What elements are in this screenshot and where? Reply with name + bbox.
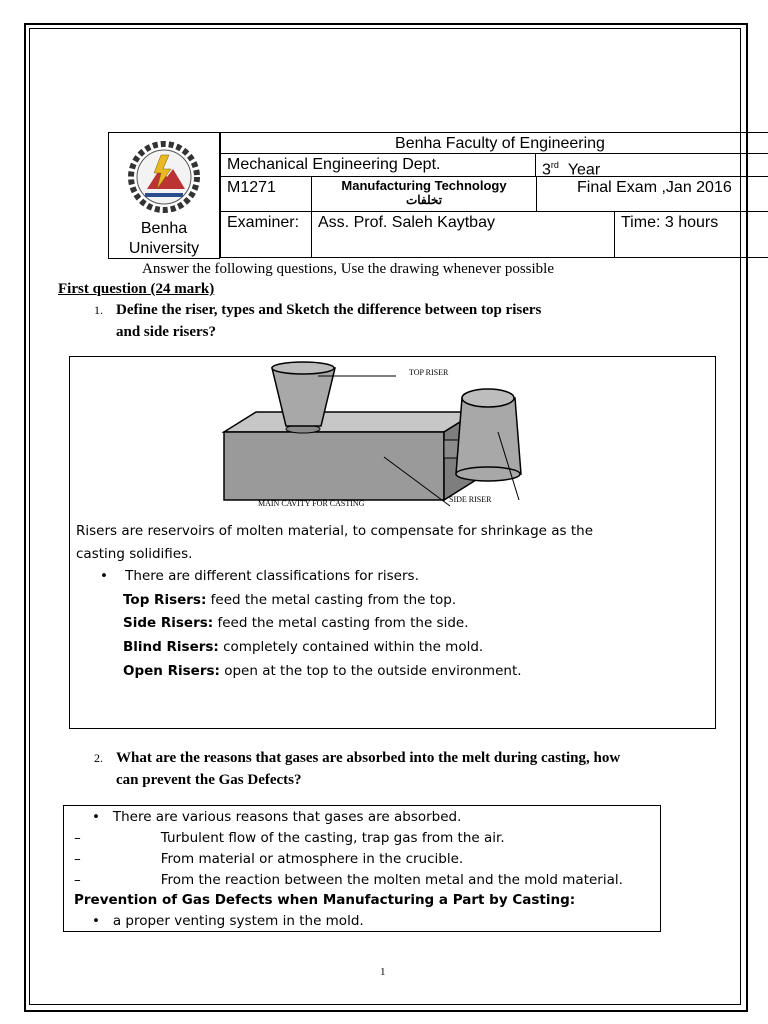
- answer-box-1: [69, 356, 716, 729]
- gas-reasons-bullet: • There are various reasons that gases are absorbed.: [92, 809, 462, 825]
- gas-reason-text: From material or atmosphere in the crucible.: [160, 851, 464, 867]
- answer-1-line2: casting solidifies.: [76, 546, 193, 562]
- exam-title: Final Exam ,Jan 2016: [577, 179, 732, 196]
- riser-desc: completely contained within the mold.: [218, 639, 484, 655]
- dept-cell: [220, 153, 536, 177]
- riser-desc: open at the top to the outside environment.: [219, 663, 522, 679]
- examiner-label: Examiner:: [227, 214, 300, 231]
- course-note: تخلفات: [405, 193, 443, 207]
- university-line2: University: [128, 240, 200, 257]
- gas-reason-text: From the reaction between the molten metal and the mold material.: [160, 872, 623, 888]
- course-cell: [311, 176, 537, 212]
- label-side-riser: SIDE RISER: [449, 495, 492, 504]
- question-2: [94, 747, 736, 791]
- prevention-bullet: • a proper venting system in the mold.: [92, 913, 364, 929]
- university-logo-cell: [108, 132, 220, 259]
- question-1-line1: Define the riser, types and Sketch the difference between top risers: [116, 302, 542, 318]
- question-2-line2: can prevent the Gas Defects?: [116, 772, 302, 788]
- question-2-number: 2.: [94, 751, 103, 765]
- answer-1-bullet-text: There are different classifications for risers.: [125, 568, 419, 584]
- riser-type-blind: [123, 639, 483, 655]
- university-line1: Benha: [140, 220, 188, 237]
- exam-time: Time: 3 hours: [621, 214, 719, 231]
- examiner-name: Ass. Prof. Saleh Kaytbay: [318, 214, 495, 231]
- university-logo-icon: [123, 139, 205, 215]
- department-name: Mechanical Engineering Dept.: [227, 156, 441, 173]
- page-number: 1: [380, 966, 386, 978]
- gas-reasons-text: There are various reasons that gases are absorbed.: [112, 809, 462, 825]
- course-code: M1271: [227, 179, 276, 196]
- answer-box-2: [63, 805, 661, 932]
- riser-diagram: [206, 360, 546, 512]
- riser-type-side: [123, 615, 469, 631]
- course-name: Manufacturing Technology: [341, 178, 507, 193]
- question-1: [94, 299, 716, 343]
- question-2-line1: What are the reasons that gases are absorbed into the melt during casting, how: [116, 750, 621, 766]
- riser-type-top: [123, 592, 456, 608]
- question-1-line2: and side risers?: [116, 324, 217, 340]
- riser-term: Side Risers:: [123, 615, 214, 631]
- label-main-cavity: MAIN CAVITY FOR CASTING: [258, 499, 365, 508]
- question-1-number: 1.: [94, 303, 103, 317]
- year-cell: [535, 153, 768, 177]
- riser-desc: feed the metal casting from the side.: [213, 615, 469, 631]
- time-cell: [614, 211, 768, 258]
- instructions: Answer the following questions, Use the drawing whenever possible: [142, 261, 555, 277]
- examiner-name-cell: [311, 211, 615, 258]
- year-number: 3: [542, 161, 551, 177]
- answer-1-line1: Risers are reservoirs of molten material, to compensate for shrinkage as the: [76, 523, 594, 539]
- year-suffix: rd: [550, 160, 559, 170]
- university-name: [109, 219, 219, 259]
- prevention-title: Prevention of Gas Defects when Manufacturing a Part by Casting:: [74, 892, 576, 908]
- riser-term: Blind Risers:: [123, 639, 219, 655]
- gas-reason-3: – From the reaction between the molten metal and the mold material.: [74, 872, 623, 888]
- section-title: First question (24 mark): [58, 281, 215, 297]
- year-word: Year: [567, 161, 601, 177]
- faculty-cell: [220, 132, 768, 154]
- label-top-riser: TOP RISER: [409, 368, 449, 377]
- exam-cell: [536, 176, 768, 212]
- riser-type-open: [123, 663, 522, 679]
- examiner-label-cell: [220, 211, 312, 258]
- gas-reason-text: Turbulent flow of the casting, trap gas from the air.: [160, 830, 505, 846]
- faculty-name: Benha Faculty of Engineering: [395, 135, 605, 152]
- exam-header-table: [108, 132, 768, 258]
- gas-reason-1: – Turbulent flow of the casting, trap gas from the air.: [74, 830, 505, 846]
- riser-term: Open Risers:: [123, 663, 220, 679]
- code-cell: [220, 176, 312, 212]
- gas-reason-2: – From material or atmosphere in the crucible.: [74, 851, 464, 867]
- riser-desc: feed the metal casting from the top.: [206, 592, 457, 608]
- riser-term: Top Risers:: [123, 592, 207, 608]
- prevention-text: a proper venting system in the mold.: [112, 913, 364, 929]
- answer-1-bullet: • There are different classifications for risers.: [100, 568, 419, 584]
